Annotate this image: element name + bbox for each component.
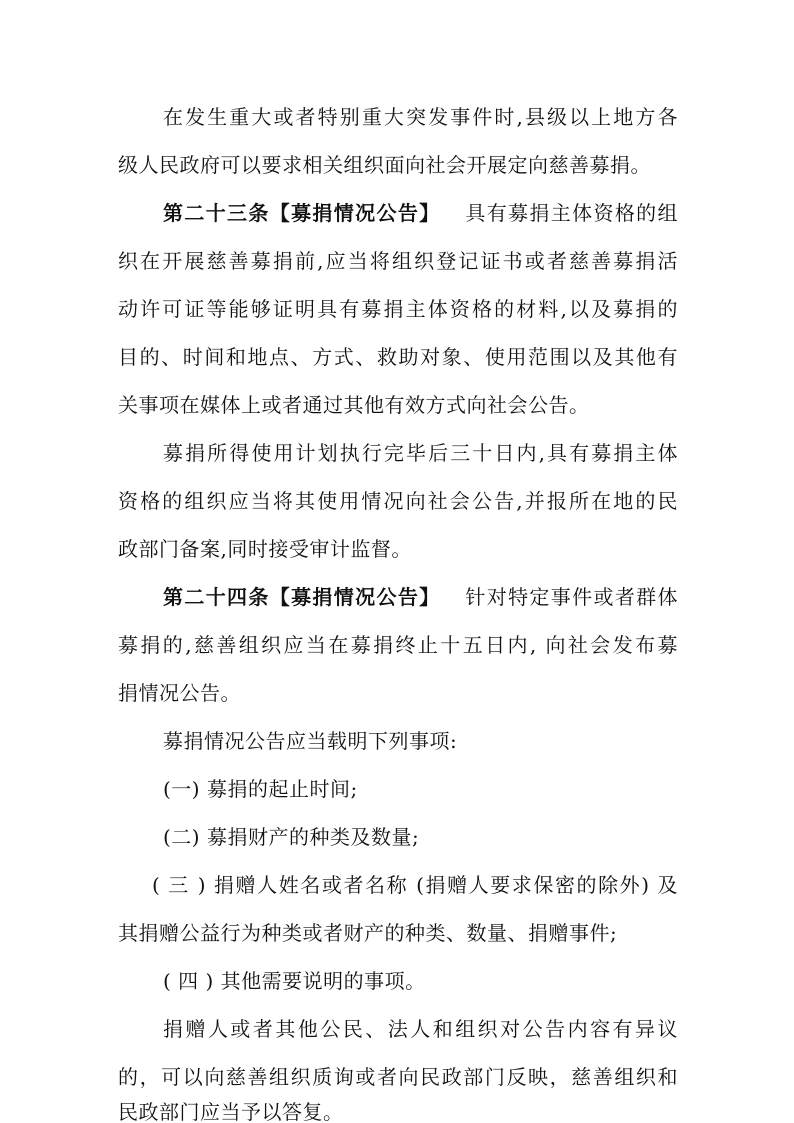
article-23-line-4: 目的、时间和地点、方式、救助对象、使用范围以及其他有 — [118, 345, 678, 369]
article-24-line-3: 捐情况公告。 — [118, 681, 241, 705]
paragraph-1-line-2: 级人民政府可以要求相关组织面向社会开展定向慈善募捐。 — [118, 153, 651, 177]
paragraph-3-line-3: 政部门备案,同时接受审计监督。 — [118, 537, 412, 561]
list-item-4: ( 四 ) 其他需要说明的事项。 — [163, 969, 426, 993]
paragraph-3-line-2: 资格的组织应当将其使用情况向社会公告,并报所在地的民 — [118, 489, 678, 513]
paragraph-7-line-1: 捐赠人或者其他公民、法人和组织对公告内容有异议 — [163, 1017, 678, 1041]
paragraph-7-line-2: 的，可以向慈善组织质询或者向民政部门反映，慈善组织和 — [118, 1065, 678, 1089]
article-23-line-3: 动许可证等能够证明具有募捐主体资格的材料,以及募捐的 — [118, 297, 678, 321]
article-23-line-5: 关事项在媒体上或者通过其他有效方式向社会公告。 — [118, 393, 590, 417]
article-23-line-1-text: 具有募捐主体资格的组 — [464, 201, 679, 225]
list-item-3-line-2: 其捐赠公益行为种类或者财产的种类、数量、捐赠事件; — [118, 921, 618, 945]
paragraph-3-line-1: 募捐所得使用计划执行完毕后三十日内,具有募捐主体 — [163, 441, 678, 465]
paragraph-5-line-1: 募捐情况公告应当载明下列事项: — [163, 729, 458, 753]
list-item-2: (二) 募捐财产的种类及数量; — [163, 825, 420, 849]
article-24-line-2: 募捐的,慈善组织应当在募捐终止十五日内, 向社会发布募 — [118, 633, 678, 657]
article-24-heading: 第二十四条【募捐情况公告】 — [163, 585, 441, 609]
paragraph-1-line-1: 在发生重大或者特别重大突发事件时,县级以上地方各 — [163, 105, 678, 129]
article-23-line-1 — [163, 189, 678, 237]
article-24-line-1 — [163, 573, 678, 621]
list-item-1: (一) 募捐的起止时间; — [163, 777, 358, 801]
article-23-line-2: 织在开展慈善募捐前,应当将组织登记证书或者慈善募捐活 — [118, 249, 678, 273]
paragraph-7-line-3: 民政部门应当予以答复。 — [118, 1101, 344, 1123]
list-item-3-line-1: ( 三 ) 捐赠人姓名或者名称 (捐赠人要求保密的除外) 及 — [152, 873, 678, 897]
article-23-heading: 第二十三条【募捐情况公告】 — [163, 201, 441, 225]
article-24-line-1-text: 针对特定事件或者群体 — [464, 585, 679, 609]
